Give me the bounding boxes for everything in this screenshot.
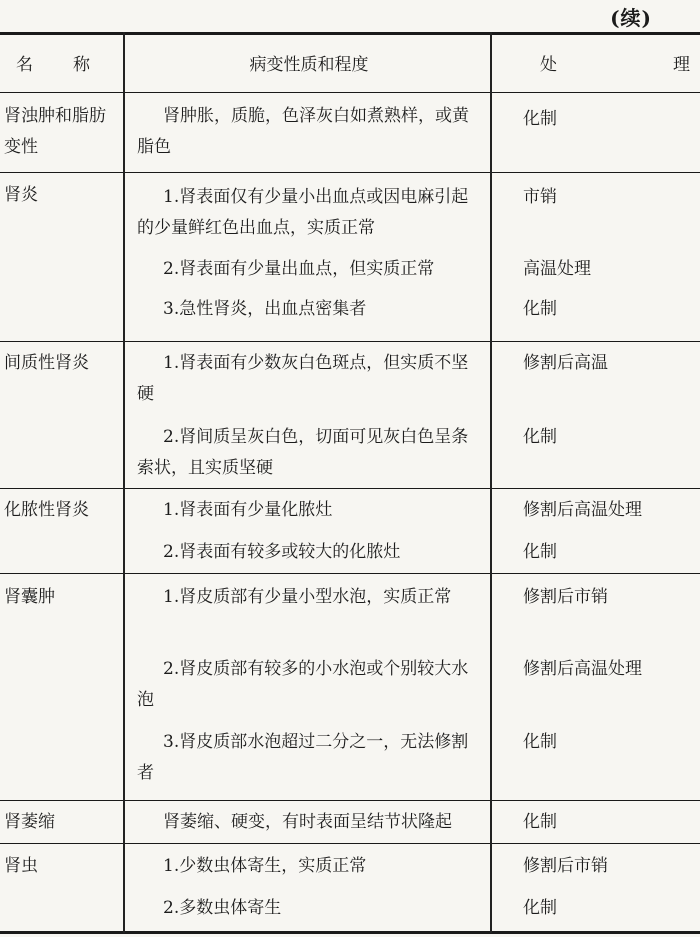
- row-description: 1.肾表面有少数灰白色斑点，但实质不坚硬: [137, 353, 469, 404]
- row-description: 肾肿胀，质脆，色泽灰白如煮熟样，或黄脂色: [137, 106, 469, 157]
- row-treatment: 化制: [523, 299, 557, 319]
- row-description: 2.肾间质呈灰白色，切面可见灰白色呈条索状，且实质坚硬: [137, 427, 469, 478]
- row-treatment: 化制: [523, 812, 557, 832]
- continued-mark: (续): [610, 6, 652, 30]
- row-treatment: 化制: [523, 732, 557, 752]
- row-name: 肾虫: [4, 856, 38, 876]
- row-treatment: 修割后高温: [523, 353, 608, 373]
- row-divider: [0, 843, 700, 844]
- row-treatment: 化制: [523, 542, 557, 562]
- row-divider: [0, 341, 700, 342]
- row-treatment: 高温处理: [523, 259, 591, 279]
- row-treatment: 化制: [523, 109, 557, 129]
- row-description: 1.肾表面有少量化脓灶: [163, 500, 333, 520]
- row-divider: [0, 488, 700, 489]
- row-name: 肾浊肿和脂肪变性: [4, 106, 106, 157]
- row-description: 2.肾表面有较多或较大的化脓灶: [163, 542, 401, 562]
- row-treatment: 修割后市销: [523, 587, 608, 607]
- header-divider: [0, 92, 700, 93]
- row-divider: [0, 172, 700, 173]
- row-treatment: 修割后市销: [523, 856, 608, 876]
- column-divider: [490, 32, 492, 933]
- row-treatment: 化制: [523, 898, 557, 918]
- table-bottom-rule: [0, 931, 700, 934]
- header-treatment: 处 理: [540, 54, 690, 75]
- row-name: 化脓性肾炎: [4, 500, 89, 520]
- header-name: 名 称: [16, 54, 90, 75]
- row-divider: [0, 800, 700, 801]
- row-description: 1.肾表面仅有少量小出血点或因电麻引起的少量鲜红色出血点，实质正常: [137, 187, 469, 238]
- row-name: 肾萎缩: [4, 812, 55, 832]
- row-name: 肾炎: [4, 185, 38, 205]
- row-treatment: 修割后高温处理: [523, 659, 642, 679]
- row-treatment: 市销: [523, 187, 557, 207]
- row-description: 1.肾皮质部有少量小型水泡，实质正常: [163, 587, 452, 607]
- row-treatment: 化制: [523, 427, 557, 447]
- row-name: 间质性肾炎: [4, 353, 89, 373]
- row-description: 2.肾表面有少量出血点，但实质正常: [163, 259, 435, 279]
- column-divider: [123, 32, 125, 933]
- row-name: 肾囊肿: [4, 587, 55, 607]
- row-divider: [0, 573, 700, 574]
- row-description: 肾萎缩、硬变，有时表面呈结节状隆起: [163, 812, 452, 832]
- row-description: 1.少数虫体寄生，实质正常: [163, 856, 367, 876]
- row-description: 2.肾皮质部有较多的小水泡或个别较大水泡: [137, 659, 469, 710]
- row-description: 3.肾皮质部水泡超过二分之一，无法修割者: [137, 732, 469, 783]
- header-description: 病变性质和程度: [249, 54, 369, 75]
- row-description: 3.急性肾炎，出血点密集者: [163, 299, 367, 319]
- row-description: 2.多数虫体寄生: [163, 898, 282, 918]
- row-treatment: 修割后高温处理: [523, 500, 642, 520]
